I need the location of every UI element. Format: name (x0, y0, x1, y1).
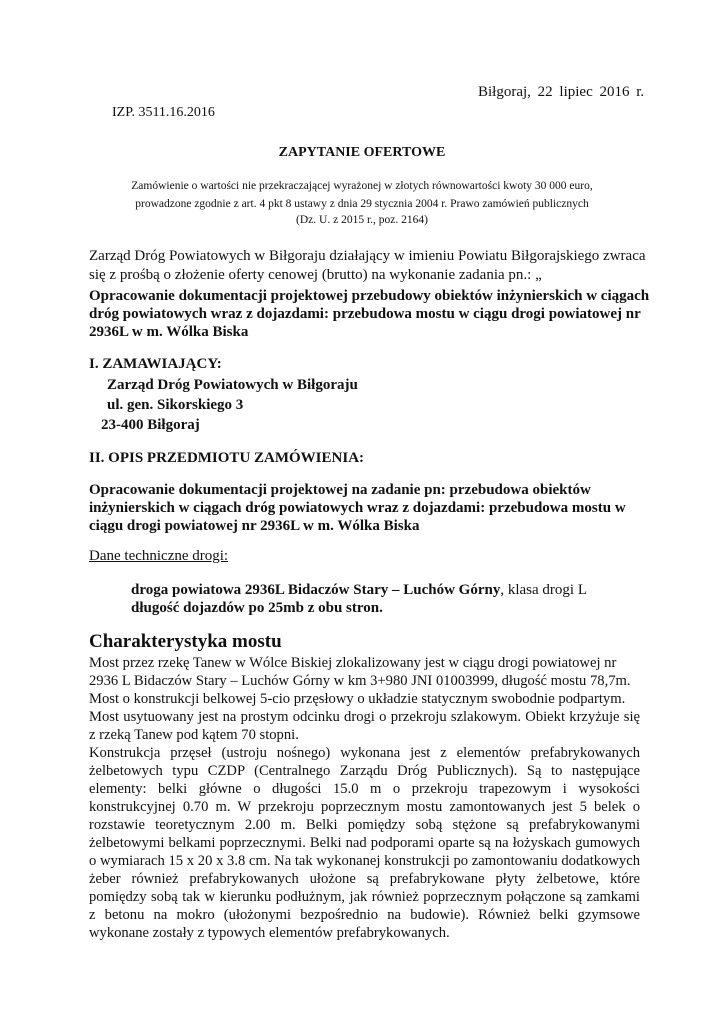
bridge-text-line: Konstrukcja przęseł (ustroju nośnego) wykonana jest z elementów prefabrykowanych (89, 745, 640, 761)
bridge-text-line: żelbetowych typu CZDP (Centralnego Zarządu Dróg Publicznych). Są to następujące (89, 763, 640, 779)
road-info (131, 582, 587, 599)
subject-line: 2936L w m. Wólka Biska (89, 324, 249, 340)
authority-street: ul. gen. Sikorskiego 3 (107, 397, 244, 413)
bridge-text-line: rozstawie teoretycznym 2.00 m. Belki pomiędzy sobą stężone są prefabrykowanymi (89, 817, 640, 833)
legal-basis-line: Zamówienie o wartości nie przekraczającej wyrażonej w złotych równowartości kwoty 30 000 euro, (131, 180, 593, 192)
subject-line: Opracowanie dokumentacji projektowej przebudowy obiektów inżynierskich w ciągach (89, 288, 650, 304)
bridge-text-line: konstrukcyjnej 0.70 m. W przekroju poprzecznym mostu zamontowanych jest 5 belek o (89, 799, 640, 815)
bridge-characteristics-heading: Charakterystyka mostu (89, 631, 282, 652)
subject-line: dróg powiatowych wraz z dojazdami: przebudowa mostu w ciągu drogi powiatowej nr (89, 306, 641, 322)
bridge-text-line: Most usytuowany jest na prostym odcinku drogi o przekroju szlakowym. Obiekt krzyżuje się (89, 709, 640, 725)
task-line: Opracowanie dokumentacji projektowej na zadanie pn: przebudowa obiektów (89, 482, 591, 498)
document-title: ZAPYTANIE OFERTOWE (278, 145, 446, 160)
intro-line: Zarząd Dróg Powiatowych w Biłgoraju działający w imieniu Powiatu Biłgorajskiego zwraca (89, 248, 646, 264)
task-line: inżynierskich w ciągach dróg powiatowych wraz z dojazdami: przebudowa mostu w (89, 500, 626, 516)
technical-data-heading: Dane techniczne drogi: (89, 548, 229, 564)
legal-basis-line: prowadzone zgodnie z art. 4 pkt 8 ustawy z dnia 29 stycznia 2004 r. Prawo zamówień publicznych (135, 198, 589, 210)
bridge-text-line: elementy: belki główne o długości 15.0 m o przekroju trapezowym i wysokości (89, 781, 640, 797)
bridge-text-line: żeber również prefabrykowanych ułożone są prefabrykowane płyty żelbetowe, które (89, 871, 640, 887)
authority-city: 23-400 Biłgoraj (101, 417, 200, 433)
section-heading-order-description: II. OPIS PRZEDMIOTU ZAMÓWIENIA: (89, 450, 365, 466)
section-heading-contracting-authority: I. ZAMAWIAJĄCY: (89, 356, 222, 372)
task-line: ciągu drogi powiatowej nr 2936L w m. Wólka Biska (89, 518, 420, 534)
intro-line: się z prośbą o złożenie oferty cenowej (brutto) na wykonanie zadania pn.: „ (89, 267, 542, 283)
bridge-text-line: 2936 L Bidaczów Stary – Luchów Górny w km 3+980 JNI 01003999, długość mostu 78,7m. (89, 673, 631, 689)
bridge-text-line: pomiędzy sobą tak w kierunku podłużnym, jak również poprzecznym połączone są zamkami (89, 889, 640, 905)
access-roads-length: długość dojazdów po 25mb z obu stron. (131, 600, 383, 616)
road-name: droga powiatowa 2936L Bidaczów Stary – Luchów Górny (131, 582, 501, 598)
bridge-text-line: Most przez rzekę Tanew w Wólce Biskiej zlokalizowany jest w ciągu drogi powiatowej nr (89, 655, 617, 671)
bridge-text-line: wykonane zostały z typowych elementów prefabrykowanych. (89, 925, 450, 941)
road-class: , klasa drogi L (500, 582, 587, 598)
reference-number: IZP. 3511.16.2016 (112, 105, 215, 120)
bridge-text-line: Most o konstrukcji belkowej 5-cio przęsłowy o układzie statycznym swobodnie podpartym. (89, 691, 626, 707)
legal-basis-line: (Dz. U. z 2015 r., poz. 2164) (296, 214, 428, 226)
bridge-text-line: żelbetowymi belkami poprzecznymi. Belki nad podporami oparte są na łożyskach gumowych (89, 835, 640, 851)
bridge-text-line: o wymiarach 15 x 20 x 3.8 cm. Na tak wykonanej konstrukcji po zamontowaniu dodatkowych (89, 853, 640, 869)
bridge-text-line: z rzeką Tanew pod kątem 70 stopni. (89, 727, 299, 743)
document-date: Biłgoraj, 22 lipiec 2016 r. (478, 84, 645, 100)
bridge-text-line: z betonu na mokro (ułożonymi bezpośrednio na budowie). Również belki gzymsowe (89, 907, 640, 923)
authority-name: Zarząd Dróg Powiatowych w Biłgoraju (107, 377, 358, 393)
